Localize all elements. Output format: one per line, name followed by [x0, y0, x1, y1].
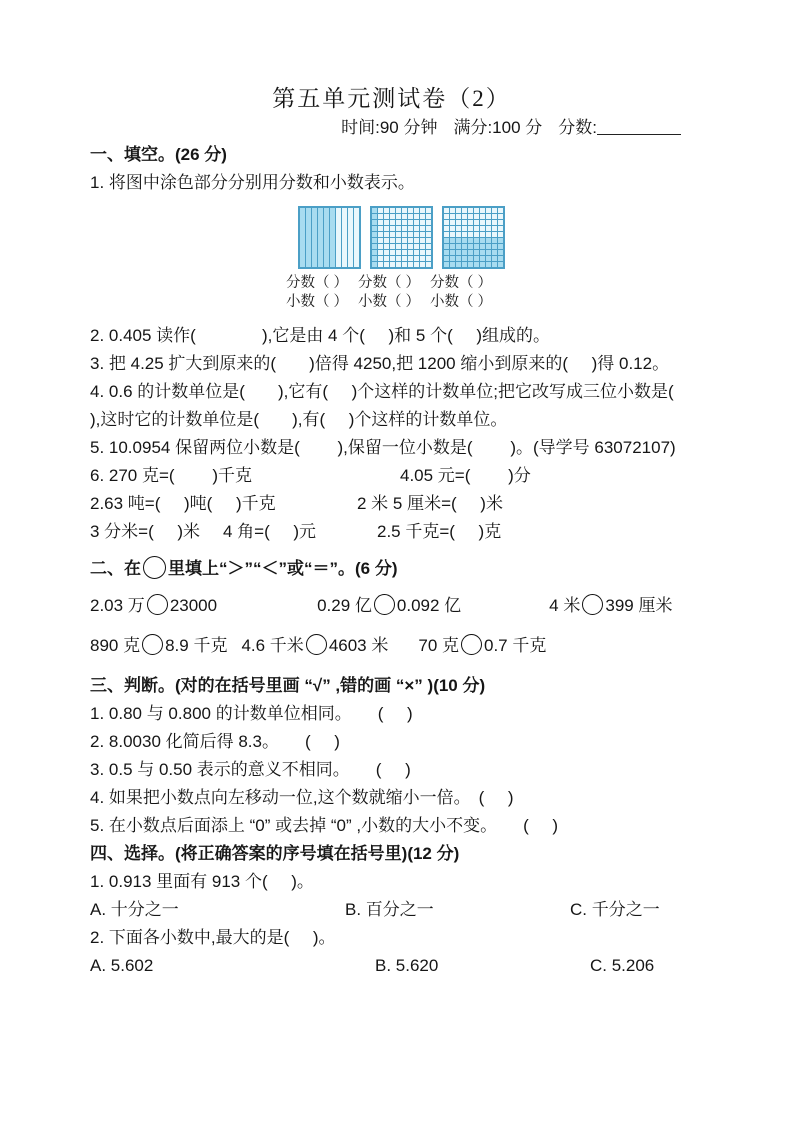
unshaded-cell [420, 208, 425, 213]
unshaded-cell [498, 232, 503, 237]
shaded-cell [372, 256, 377, 261]
shaded-cell [468, 262, 473, 267]
shaded-cell [456, 238, 461, 243]
comparison-circle-icon [147, 594, 168, 615]
shaded-cell [480, 238, 485, 243]
unshaded-cell [414, 250, 419, 255]
unshaded-cell [378, 256, 383, 261]
unshaded-cell [414, 214, 419, 219]
unshaded-cell [462, 208, 467, 213]
answer-bracket: ( ) [375, 760, 411, 779]
shaded-cell [492, 238, 497, 243]
unshaded-cell [390, 208, 395, 213]
shaded-cell [456, 262, 461, 267]
shaded-cell [498, 244, 503, 249]
shaded-cell [480, 244, 485, 249]
option-c: C. 5.206 [590, 956, 655, 975]
shaded-cell [372, 208, 377, 213]
unshaded-cell [390, 238, 395, 243]
unshaded-cell [456, 232, 461, 237]
shaded-cell [468, 238, 473, 243]
unshaded-cell [426, 220, 431, 225]
unshaded-cell [378, 226, 383, 231]
unshaded-cell [498, 214, 503, 219]
comparison-item: 4.6 千米 4603 米 [241, 636, 389, 655]
unshaded-cell [402, 250, 407, 255]
comparison-circle-icon [306, 634, 327, 655]
unshaded-cell [420, 214, 425, 219]
unshaded-cell [408, 238, 413, 243]
unshaded-cell [348, 208, 353, 267]
shaded-cell [474, 250, 479, 255]
fraction-blank: 分数（ ） [430, 275, 493, 291]
unshaded-cell [378, 232, 383, 237]
unshaded-cell [426, 238, 431, 243]
question-6-row3 [90, 518, 693, 546]
shaded-cell [372, 232, 377, 237]
unshaded-cell [390, 220, 395, 225]
unshaded-cell [396, 250, 401, 255]
comparison-item: 890 克 8.9 千克 [90, 636, 228, 655]
unshaded-cell [444, 226, 449, 231]
shaded-cell [300, 208, 305, 267]
unshaded-cell [384, 220, 389, 225]
unshaded-cell [396, 226, 401, 231]
shaded-cell [486, 238, 491, 243]
unshaded-cell [486, 220, 491, 225]
unshaded-cell [408, 256, 413, 261]
unshaded-cell [402, 256, 407, 261]
unshaded-cell [354, 208, 359, 267]
unshaded-cell [414, 220, 419, 225]
unshaded-cell [414, 262, 419, 267]
question-6-row1 [90, 462, 693, 490]
unshaded-cell [378, 262, 383, 267]
full-score-label: 满分:100 分 [453, 118, 543, 137]
time-label: 时间:90 分钟 [341, 118, 438, 137]
figure-2 [358, 206, 437, 312]
unshaded-cell [420, 244, 425, 249]
unshaded-cell [486, 232, 491, 237]
judge-item-3: 3. 0.5 与 0.50 表示的意义不相同。 ( ) [90, 760, 411, 779]
question-5: 5. 10.0954 保留两位小数是( ),保留一位小数是( )。(导学号 63072107) [90, 438, 676, 457]
option-b: B. 百分之一 [345, 900, 434, 919]
page-title: 第五单元测试卷（2） [272, 86, 511, 111]
shaded-cell [330, 208, 335, 267]
unshaded-cell [336, 208, 341, 267]
shaded-cell [450, 250, 455, 255]
unshaded-cell [408, 232, 413, 237]
unshaded-cell [384, 208, 389, 213]
unshaded-cell [396, 238, 401, 243]
shaded-cell [492, 250, 497, 255]
judge-item-5: 5. 在小数点后面添上 “0” 或去掉 “0” ,小数的大小不变。 ( ) [90, 816, 559, 835]
comparison-circle-icon [582, 594, 603, 615]
shaded-cell [372, 226, 377, 231]
unshaded-cell [414, 256, 419, 261]
unshaded-cell [396, 214, 401, 219]
unshaded-cell [480, 208, 485, 213]
shaded-cell [450, 262, 455, 267]
section4-heading: 四、选择。(将正确答案的序号填在括号里)(12 分) [90, 844, 460, 863]
shaded-cell [474, 238, 479, 243]
unshaded-cell [402, 220, 407, 225]
conversion-blank: 4.05 元=( )分 [400, 466, 531, 485]
unshaded-cell [474, 226, 479, 231]
question-3: 3. 把 4.25 扩大到原来的( )倍得 4250,把 1200 缩小到原来的( )得 0.12。 [90, 354, 670, 373]
unshaded-cell [486, 226, 491, 231]
unshaded-cell [420, 226, 425, 231]
shaded-cell [492, 262, 497, 267]
comparison-row1 [90, 586, 693, 626]
section3-heading: 三、判断。(对的在括号里画 “√” ,错的画 “×” )(10 分) [90, 676, 486, 695]
unshaded-cell [450, 226, 455, 231]
shaded-cell [462, 250, 467, 255]
unshaded-cell [414, 238, 419, 243]
unshaded-cell [450, 220, 455, 225]
shaded-cell [444, 238, 449, 243]
section2-heading: 二、在 里填上“＞”“＜”或“＝”。(6 分) [90, 552, 693, 586]
unshaded-cell [378, 244, 383, 249]
unshaded-cell [420, 256, 425, 261]
unshaded-cell [342, 208, 347, 267]
unshaded-cell [426, 226, 431, 231]
unshaded-cell [480, 220, 485, 225]
unshaded-cell [474, 232, 479, 237]
option-c: C. 千分之一 [570, 900, 660, 919]
unshaded-cell [426, 214, 431, 219]
shaded-cell [444, 250, 449, 255]
unshaded-cell [492, 226, 497, 231]
unshaded-cell [462, 226, 467, 231]
unshaded-cell [468, 226, 473, 231]
shaded-cell [444, 244, 449, 249]
unshaded-cell [474, 208, 479, 213]
option-a: A. 十分之一 [90, 900, 179, 919]
unshaded-cell [408, 226, 413, 231]
unshaded-cell [420, 220, 425, 225]
unshaded-cell [408, 250, 413, 255]
figure-3 [430, 206, 509, 312]
shaded-cell [462, 244, 467, 249]
unshaded-cell [474, 220, 479, 225]
shaded-cell [486, 244, 491, 249]
unshaded-cell [426, 232, 431, 237]
unshaded-cell [390, 226, 395, 231]
unshaded-cell [444, 220, 449, 225]
judge-section [90, 672, 693, 840]
unshaded-cell [384, 232, 389, 237]
unshaded-cell [402, 262, 407, 267]
shaded-cell [498, 238, 503, 243]
conversion-blank: 3 分米=( )米 [90, 522, 201, 541]
shaded-cell [468, 244, 473, 249]
unshaded-cell [390, 232, 395, 237]
decimal-blank: 小数（ ） [286, 294, 349, 310]
conversion-blank: 6. 270 克=( )千克 [90, 466, 253, 485]
unshaded-cell [444, 232, 449, 237]
score-underline [597, 117, 681, 135]
shaded-cell [486, 250, 491, 255]
comparison-circle-icon [374, 594, 395, 615]
unshaded-cell [378, 220, 383, 225]
shaded-cell [480, 256, 485, 261]
unshaded-cell [384, 256, 389, 261]
section1-heading: 一、填空。(26 分) [90, 145, 227, 164]
shaded-cell [444, 262, 449, 267]
unshaded-cell [402, 214, 407, 219]
shaded-cell [306, 208, 311, 267]
option-b: B. 5.620 [375, 956, 439, 975]
unshaded-cell [384, 244, 389, 249]
unshaded-cell [468, 220, 473, 225]
unshaded-cell [456, 220, 461, 225]
fraction-blank: 分数（ ） [358, 275, 421, 291]
unshaded-cell [492, 214, 497, 219]
unshaded-cell [408, 214, 413, 219]
unshaded-cell [486, 214, 491, 219]
shaded-cell [492, 256, 497, 261]
comparison-item: 70 克 0.7 千克 [418, 636, 547, 655]
conversion-blank: 2 米 5 厘米=( )米 [357, 494, 503, 513]
shaded-cell [456, 244, 461, 249]
unshaded-cell [384, 238, 389, 243]
shaded-cell [462, 238, 467, 243]
unshaded-cell [492, 232, 497, 237]
judge-item-1: 1. 0.80 与 0.800 的计数单位相同。 ( ) [90, 704, 413, 723]
shaded-cell [372, 238, 377, 243]
unshaded-cell [384, 262, 389, 267]
conversion-blank: 2.63 吨=( )吨( )千克 [90, 494, 276, 513]
answer-bracket: ( ) [304, 732, 340, 751]
unshaded-cell [426, 208, 431, 213]
unshaded-cell [396, 244, 401, 249]
choice-options-1 [90, 896, 693, 924]
unshaded-cell [384, 250, 389, 255]
unshaded-cell [462, 214, 467, 219]
judge-item-2: 2. 8.0030 化简后得 8.3。 ( ) [90, 732, 340, 751]
shaded-cell [468, 250, 473, 255]
unshaded-cell [414, 226, 419, 231]
shaded-cell [450, 256, 455, 261]
unshaded-cell [480, 226, 485, 231]
comparison-item: 2.03 万 23000 [90, 596, 218, 615]
unshaded-cell [450, 232, 455, 237]
unshaded-cell [498, 208, 503, 213]
fraction-blank: 分数（ ） [286, 275, 349, 291]
unshaded-cell [468, 208, 473, 213]
unshaded-cell [426, 244, 431, 249]
unshaded-cell [408, 262, 413, 267]
comparison-circle-icon [461, 634, 482, 655]
unshaded-cell [426, 250, 431, 255]
unshaded-cell [378, 208, 383, 213]
unshaded-cell [420, 238, 425, 243]
unshaded-cell [444, 214, 449, 219]
shaded-cell [462, 262, 467, 267]
unshaded-cell [480, 232, 485, 237]
comparison-item: 4 米 399 厘米 [549, 596, 673, 615]
unshaded-cell [402, 208, 407, 213]
comparison-item: 0.29 亿 0.092 亿 [317, 596, 462, 615]
choice-options-2 [90, 952, 693, 980]
unshaded-cell [450, 214, 455, 219]
unshaded-cell [480, 214, 485, 219]
unshaded-cell [498, 226, 503, 231]
unshaded-cell [450, 208, 455, 213]
conversion-blank: 4 角=( )元 [223, 522, 317, 541]
shaded-cell [462, 256, 467, 261]
unshaded-cell [414, 232, 419, 237]
unshaded-cell [396, 232, 401, 237]
unshaded-cell [462, 232, 467, 237]
unshaded-cell [402, 244, 407, 249]
shaded-cell [450, 244, 455, 249]
comparison-circle-icon [142, 634, 163, 655]
conversion-blank: 2.5 千克=( )克 [377, 522, 502, 541]
fraction-figures [286, 206, 693, 312]
question-2: 2. 0.405 读作( ),它是由 4 个( )和 5 个( )组成的。 [90, 326, 551, 345]
shaded-cell [444, 256, 449, 261]
hundred-grid [442, 206, 505, 269]
shaded-cell [324, 208, 329, 267]
unshaded-cell [390, 256, 395, 261]
circle-blank-icon [143, 556, 166, 579]
hundred-grid [370, 206, 433, 269]
unshaded-cell [468, 214, 473, 219]
shaded-cell [474, 244, 479, 249]
unshaded-cell [426, 256, 431, 261]
unshaded-cell [444, 208, 449, 213]
unshaded-cell [492, 208, 497, 213]
exam-meta [90, 114, 693, 141]
unshaded-cell [414, 244, 419, 249]
shaded-cell [372, 214, 377, 219]
unshaded-cell [420, 262, 425, 267]
answer-bracket: ( ) [523, 816, 559, 835]
shaded-cell [456, 250, 461, 255]
shaded-cell [474, 256, 479, 261]
shaded-cell [372, 262, 377, 267]
unshaded-cell [396, 220, 401, 225]
unshaded-cell [474, 214, 479, 219]
unshaded-cell [408, 208, 413, 213]
unshaded-cell [468, 232, 473, 237]
score-label: 分数: [558, 118, 597, 137]
shaded-cell [486, 256, 491, 261]
answer-bracket: ( ) [478, 788, 514, 807]
shaded-cell [372, 244, 377, 249]
unshaded-cell [492, 220, 497, 225]
unshaded-cell [414, 208, 419, 213]
unshaded-cell [390, 244, 395, 249]
shaded-cell [372, 220, 377, 225]
decimal-blank: 小数（ ） [430, 294, 493, 310]
shaded-cell [480, 262, 485, 267]
shaded-cell [450, 238, 455, 243]
unshaded-cell [378, 250, 383, 255]
question-1: 1. 将图中涂色部分分别用分数和小数表示。 [90, 173, 415, 192]
question-6-row2 [90, 490, 693, 518]
unshaded-cell [462, 220, 467, 225]
unshaded-cell [396, 208, 401, 213]
shaded-cell [468, 256, 473, 261]
unshaded-cell [498, 220, 503, 225]
shaded-cell [474, 262, 479, 267]
choice-question-1: 1. 0.913 里面有 913 个( )。 [90, 872, 314, 891]
figure-1 [286, 206, 365, 312]
unshaded-cell [420, 232, 425, 237]
question-4: 4. 0.6 的计数单位是( ),它有( )个这样的计数单位;把它改写成三位小数是( ),这时它的计数单位是( ),有( )个这样的计数单位。 [90, 382, 707, 429]
judge-item-4: 4. 如果把小数点向左移动一位,这个数就缩小一倍。 ( ) [90, 788, 514, 807]
shaded-cell [498, 250, 503, 255]
unshaded-cell [456, 226, 461, 231]
unshaded-cell [408, 220, 413, 225]
option-a: A. 5.602 [90, 956, 154, 975]
unshaded-cell [378, 238, 383, 243]
unshaded-cell [456, 214, 461, 219]
shaded-cell [480, 250, 485, 255]
unshaded-cell [426, 262, 431, 267]
unshaded-cell [402, 238, 407, 243]
choice-question-2: 2. 下面各小数中,最大的是( )。 [90, 928, 336, 947]
shaded-cell [492, 244, 497, 249]
unshaded-cell [390, 250, 395, 255]
unshaded-cell [378, 214, 383, 219]
answer-bracket: ( ) [377, 704, 413, 723]
shaded-cell [486, 262, 491, 267]
comparison-row2 [90, 626, 693, 666]
unshaded-cell [384, 226, 389, 231]
unshaded-cell [390, 262, 395, 267]
unshaded-cell [396, 256, 401, 261]
shaded-cell [498, 262, 503, 267]
unshaded-cell [390, 214, 395, 219]
unshaded-cell [396, 262, 401, 267]
shaded-cell [312, 208, 317, 267]
unshaded-cell [384, 214, 389, 219]
strip-grid [298, 206, 361, 269]
unshaded-cell [420, 250, 425, 255]
unshaded-cell [408, 244, 413, 249]
shaded-cell [456, 256, 461, 261]
decimal-blank: 小数（ ） [358, 294, 421, 310]
unshaded-cell [486, 208, 491, 213]
shaded-cell [498, 256, 503, 261]
shaded-cell [372, 250, 377, 255]
shaded-cell [318, 208, 323, 267]
unshaded-cell [456, 208, 461, 213]
unshaded-cell [402, 226, 407, 231]
unshaded-cell [402, 232, 407, 237]
